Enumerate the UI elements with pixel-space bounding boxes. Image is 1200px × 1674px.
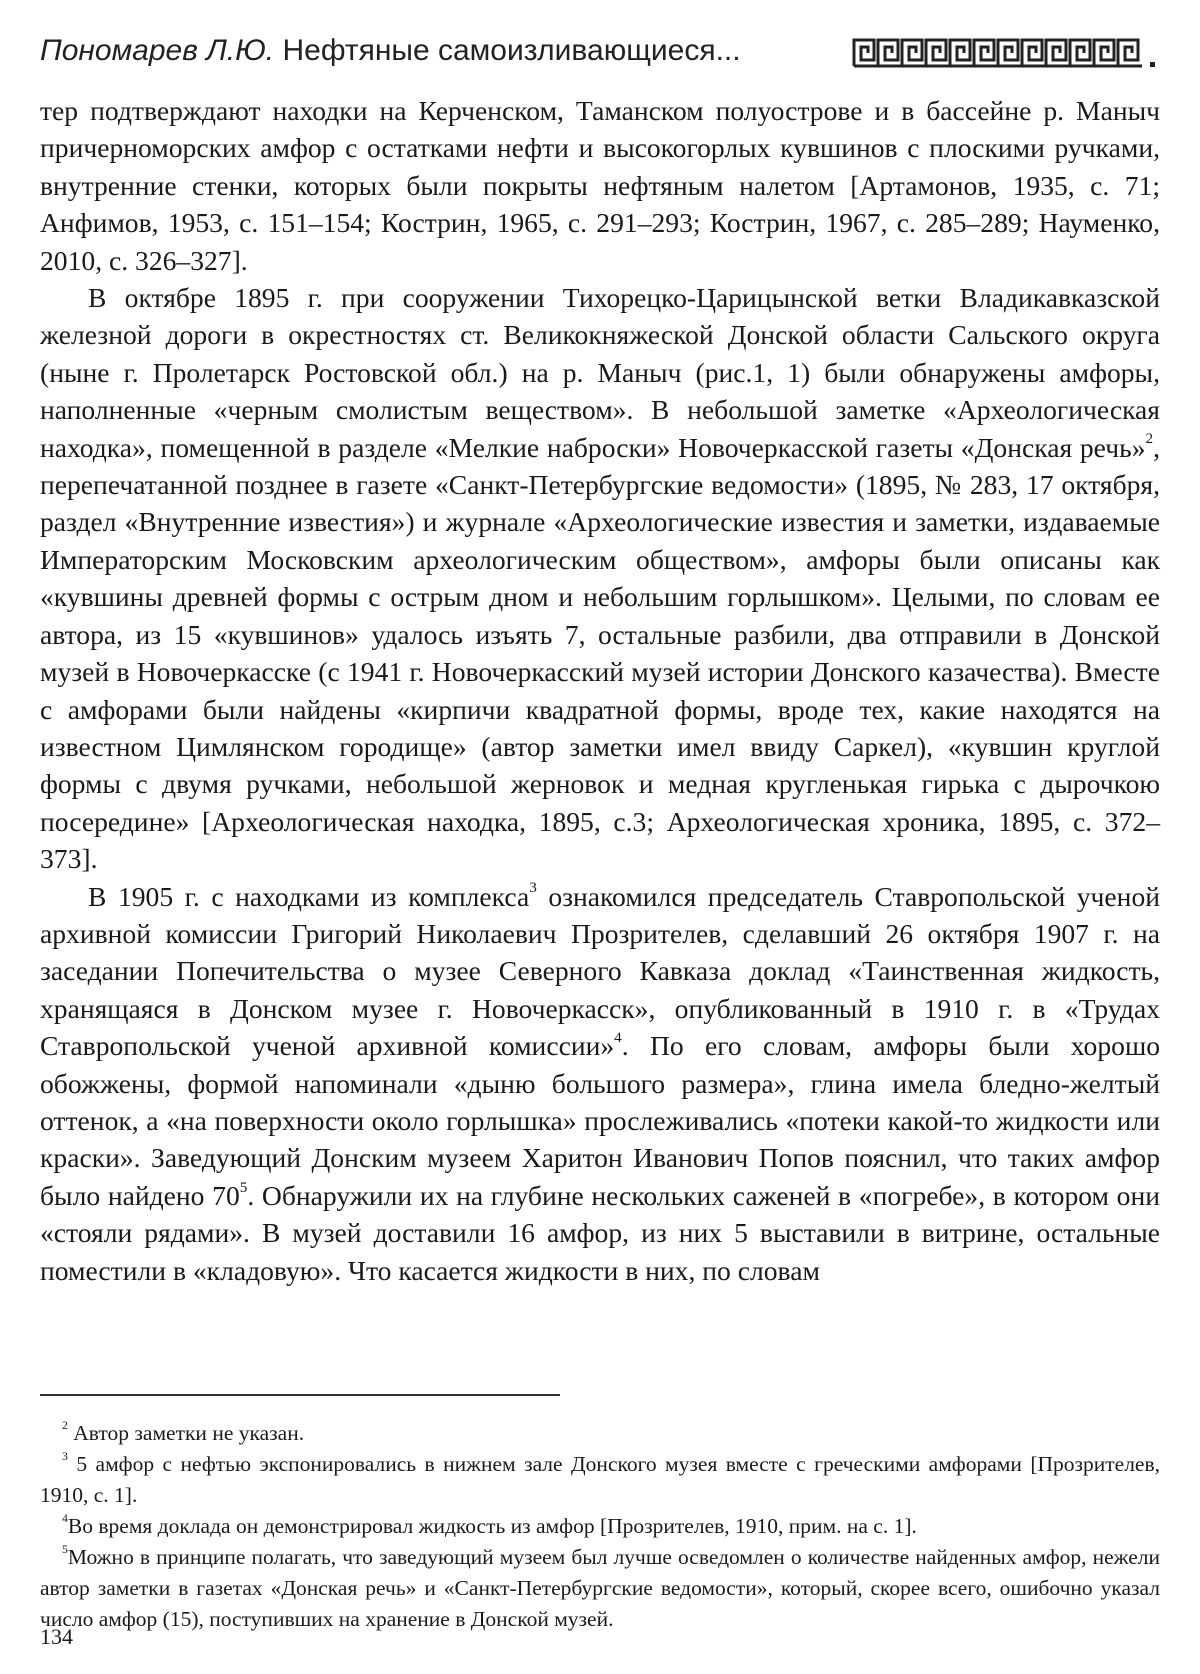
footnote-text: Автор заметки не указан. [67,1421,305,1445]
meander-segment [926,40,946,66]
paragraph-3-text-d: . Обнаружили их на глубине нескольких саженей в «погребе», в котором они «стояли рядами». В музей доставили 16 амфор, из них 5 выставили в витрине, остальные поместили в «кладовую». Что касается жидкости в них, по словам [40,1179,1160,1286]
meander-segment [950,40,970,66]
header-article-title: Нефтяные самоизливающиеся... [274,34,741,67]
meander-segment [1094,40,1114,66]
paragraph-3 [40,878,1160,1289]
footnote-ref-5: 5 [239,1178,248,1196]
paragraph-3-text-b: ознакомился председатель Ставропольской ученой архивной комиссии Григорий Николаевич Прозрителев, сделавший 26 октября 1907 г. на заседании Попечительства о музее Северного Кавказа доклад «Таинственная жидкость, хранящаяся в Донском музее г. Новочеркасск», опубликованный в 1910 г. в «Трудах Ставропольской ученой архивной комиссии» [40,880,1161,1062]
footnote-2 [40,1418,1160,1449]
meander-segment [902,40,922,66]
meander-segment [1046,40,1066,66]
footnote-separator [40,1394,560,1396]
meander-segment [998,40,1018,66]
footnote-text: Во время доклада он демонстрировал жидкость из амфор [Прозрителев, 1910, прим. на с. 1]. [67,1514,917,1538]
header-title [40,34,741,68]
paragraph-3-text-a: В 1905 г. с находками из комплекса [88,880,530,912]
meander-segment [974,40,994,66]
paragraph-2-text-b: , перепечатанной позднее в газете «Санкт-Петербургские ведомости» (1895, № 283, 17 октября, раздел «Внутренние известия») и журнале «Археологические известия и заметки, издаваемые Императорским Московским археологическим обществом», амфоры были описаны как «кувшины древней формы с острым дном и небольшим горлышком». Целыми, по словам ее автора, из 15 «кувшинов» удалось изъять 7, остальные разбили, два отправили в Донской музей в Новочеркасске (с 1941 г. Новочеркасский музей истории Донского казачества). Вместе с амфорами были найдены «кирпичи квадратной формы, вроде тех, какие находятся на известном Цимлянском городище» (автор заметки имел ввиду Саркел), «кувшин круглой формы с двумя ручками, небольшой жерновок и медная кругленькая гирька с дырочкою посередине» [Археологическая находка, 1895, с.3; Археологическая хроника, 1895, с. 372–373]. [40,431,1160,875]
meander-segment [1118,40,1138,66]
footnote-ref-3: 3 [529,879,537,897]
paragraph-1: тер подтверждают находки на Керченском, Таманском полуострове и в бассейне р. Маныч причерноморских амфор с остатками нефти и высокогорлых кувшинов с плоскими ручками, внутренние стенки, которых были покрыты нефтяным налетом [Артамонов, 1935, с. 71; Анфимов, 1953, с. 151–154; Кострин, 1965, с. 291–293; Кострин, 1967, с. 285–289; Науменко, 2010, с. 326–327]. [40,95,1160,276]
footnote-text: 5 амфор с нефтью экспонировались в нижнем зале Донского музея вместе с греческими амфорами [Прозрителев, 1910, с. 1]. [40,1452,1160,1507]
meander-segment [1070,40,1090,66]
running-header [40,32,1160,84]
footnote-4 [40,1511,1160,1542]
header-author: Пономарев Л.Ю. [40,34,275,67]
footnote-text: Можно в принципе полагать, что заведующий музеем был лучше осведомлен о количестве найденных амфор, нежели автор заметки в газетах «Донская речь» и «Санкт-Петербургские ведомости», который, скорее всего, ошибочно указал число амфор (15), поступивших на хранение в Донской музей. [40,1545,1160,1631]
footnote-5 [40,1542,1160,1635]
paragraph-3-text-c: . По его словам, амфоры были хорошо обожжены, формой напоминали «дыню большого размера», глина имела бледно-желтый оттенок, а «на поверхности около горлышка» прослеживались «потеки какой-то жидкости или краски». Заведующий Донским музеем Харитон Иванович Попов пояснил, что таких амфор было найдено 70 [40,1030,1160,1211]
meander-segment [854,40,874,66]
paragraph-2-text-a: В октябре 1895 г. при сооружении Тихорецко-Царицынской ветки Владикавказской железной дороги в окрестностях ст. Великокняжеской Донской области Сальского округа (ныне г. Пролетарск Ростовской обл.) на р. Маныч (рис.1, 1) были обнаружены амфоры, наполненные «черным смолистым веществом». В небольшой заметке «Археологическая находка», помещенной в разделе «Мелкие наброски» Новочеркасской газеты «Донская речь» [40,282,1160,463]
footnote-number: 3 [62,1449,68,1464]
footnote-number: 2 [62,1418,68,1433]
footnote-number: 4 [62,1511,68,1526]
footnotes [40,1418,1160,1635]
meander-segment [1022,40,1042,66]
paragraph-2 [40,279,1160,878]
meander-segment [878,40,898,66]
greek-key-ornament [852,36,1156,70]
footnote-3 [40,1449,1160,1511]
footnote-number: 5 [62,1542,68,1557]
article-body [40,92,1160,1289]
footnote-ref-4: 4 [614,1028,622,1046]
page-number: 134 [40,1624,73,1649]
footnote-ref-2: 2 [1145,430,1154,448]
